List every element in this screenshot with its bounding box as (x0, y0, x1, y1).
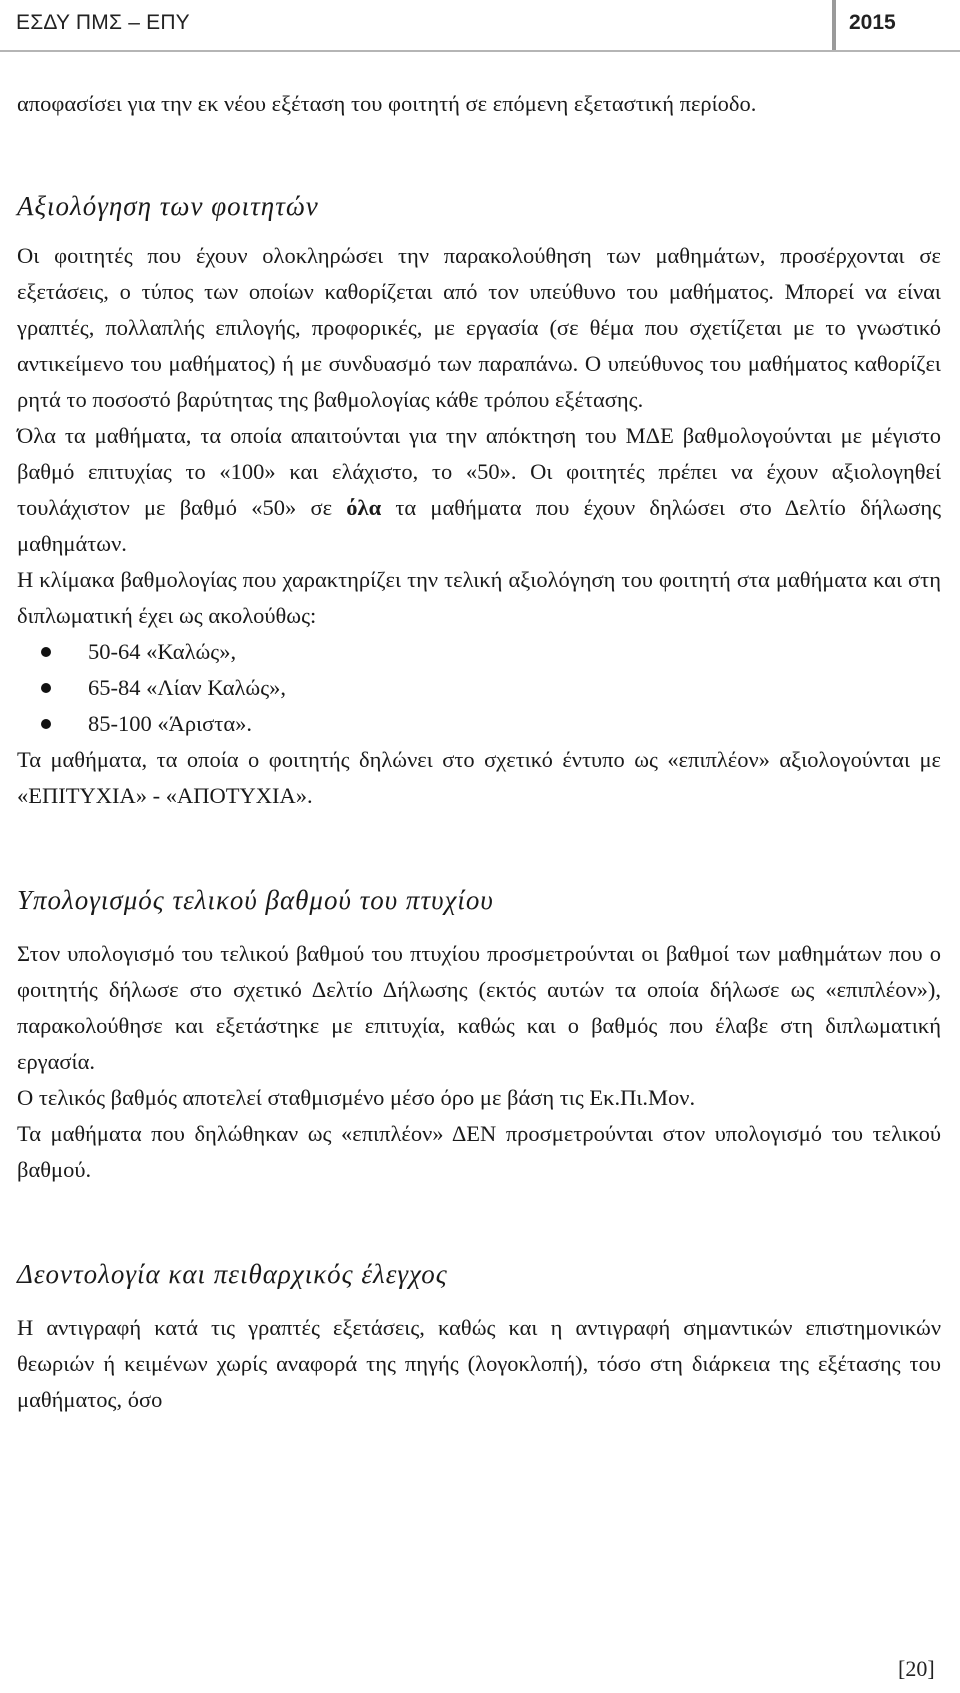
page-header (0, 0, 960, 50)
header-divider (832, 0, 836, 52)
bullet-icon (41, 719, 51, 729)
ethics-paragraph-1: Η αντιγραφή κατά τις γραπτές εξετάσεις, καθώς και η αντιγραφή σημαντικών επιστημονικών θεωριών ή κειμένων χωρίς αναφορά της πηγής (λογοκλοπή), τόσο στη διάρκεια της εξέτασης του μαθήματος, όσο (17, 1315, 941, 1412)
list-item-text: 85-100 «Άριστα». (88, 711, 252, 736)
list-item (17, 670, 941, 706)
assessment-paragraph-3: Η κλίμακα βαθμολογίας που χαρακτηρίζει την τελική αξιολόγηση του φοιτητή στα μαθήματα και στη διπλωματική έχει ως ακολούθως: (17, 567, 941, 628)
assessment-paragraph-2-start: Όλα τα μαθήματα, τα οποία απαιτούνται για την απόκτηση του ΜΔΕ βαθμολογούνται με μέγιστο βαθμό επιτυχίας το «100» και ελάχιστο, το «50». Οι φοιτητές πρέπει να έχουν αξιολογηθεί τουλάχιστον με βαθμό «50» σε (17, 423, 941, 520)
spacer (17, 122, 941, 188)
spacer (17, 1292, 941, 1310)
header-year: 2015 (849, 11, 896, 34)
page-number: [20] (898, 1656, 935, 1681)
list-item-text: 50-64 «Καλώς», (88, 639, 237, 664)
grade-scale-list (17, 634, 941, 742)
assessment-paragraph-2-end: τα μαθήματα που έχουν δηλώσει στο Δελτίο δήλωσης μαθημάτων. (17, 495, 941, 556)
header-title: ΕΣΔΥ ΠΜΣ – ΕΠΥ (16, 11, 190, 34)
assessment-paragraph-2 (17, 418, 941, 562)
spacer (17, 224, 941, 238)
bullet-icon (41, 647, 51, 657)
heading-final-grade: Υπολογισμός τελικού βαθμού του πτυχίου (17, 885, 494, 915)
spacer (17, 814, 941, 882)
list-item-text: 65-84 «Λίαν Καλώς», (88, 675, 287, 700)
spacer (17, 1188, 941, 1256)
grade-paragraph-3: Τα μαθήματα που δηλώθηκαν ως «επιπλέον» ΔΕΝ προσμετρούνται στον υπολογισμό του τελικού βαθμού. (17, 1121, 941, 1182)
assessment-paragraph-4: Τα μαθήματα, τα οποία ο φοιτητής δηλώνει στο σχετικό έντυπο ως «επιπλέον» αξιολογούνται με «ΕΠΙΤΥΧΙΑ» - «ΑΠΟΤΥΧΙΑ». (17, 747, 941, 808)
grade-paragraph-2: Ο τελικός βαθμός αποτελεί σταθμισμένο μέσο όρο με βάση τις Εκ.Πι.Μον. (17, 1085, 696, 1110)
assessment-paragraph-1: Οι φοιτητές που έχουν ολοκληρώσει την παρακολούθηση των μαθημάτων, προσέρχονται σε εξετάσεις, ο τύπος των οποίων καθορίζεται από τον υπεύθυνο του μαθήματος. Μπορεί να είναι γραπτές, πολλαπλής επιλογής, προφορικές, με εργασία (σε θέμα που σχετίζεται με το γνωστικό αντικείμενο του μαθήματος) ή με συνδυασμό των παραπάνω. Ο υπεύθυνος του μαθήματος καθορίζει ρητά το ποσοστό βαρύτητας της βαθμολογίας κάθε τρόπου εξέτασης. (17, 243, 941, 412)
list-item (17, 634, 941, 670)
intro-paragraph: αποφασίσει για την εκ νέου εξέταση του φοιτητή σε επόμενη εξεταστική περίοδο. (17, 91, 757, 116)
assessment-emphasis-all: όλα (346, 495, 382, 520)
spacer (17, 918, 941, 936)
header-rule (0, 50, 960, 52)
heading-ethics: Δεοντολογία και πειθαρχικός έλεγχος (17, 1259, 448, 1289)
heading-assessment: Αξιολόγηση των φοιτητών (17, 191, 319, 221)
bullet-icon (41, 683, 51, 693)
document-body (17, 86, 941, 1418)
grade-paragraph-1: Στον υπολογισμό του τελικού βαθμού του πτυχίου προσμετρούνται οι βαθμοί των μαθημάτων που ο φοιτητής δήλωσε στο σχετικό Δελτίο Δήλωσης (εκτός αυτών τα οποία δήλωσε ως «επιπλέον»), παρακολούθησε και εξετάστηκε με επιτυχία, καθώς και ο βαθμός που έλαβε στη διπλωματική εργασία. (17, 941, 941, 1074)
list-item (17, 706, 941, 742)
